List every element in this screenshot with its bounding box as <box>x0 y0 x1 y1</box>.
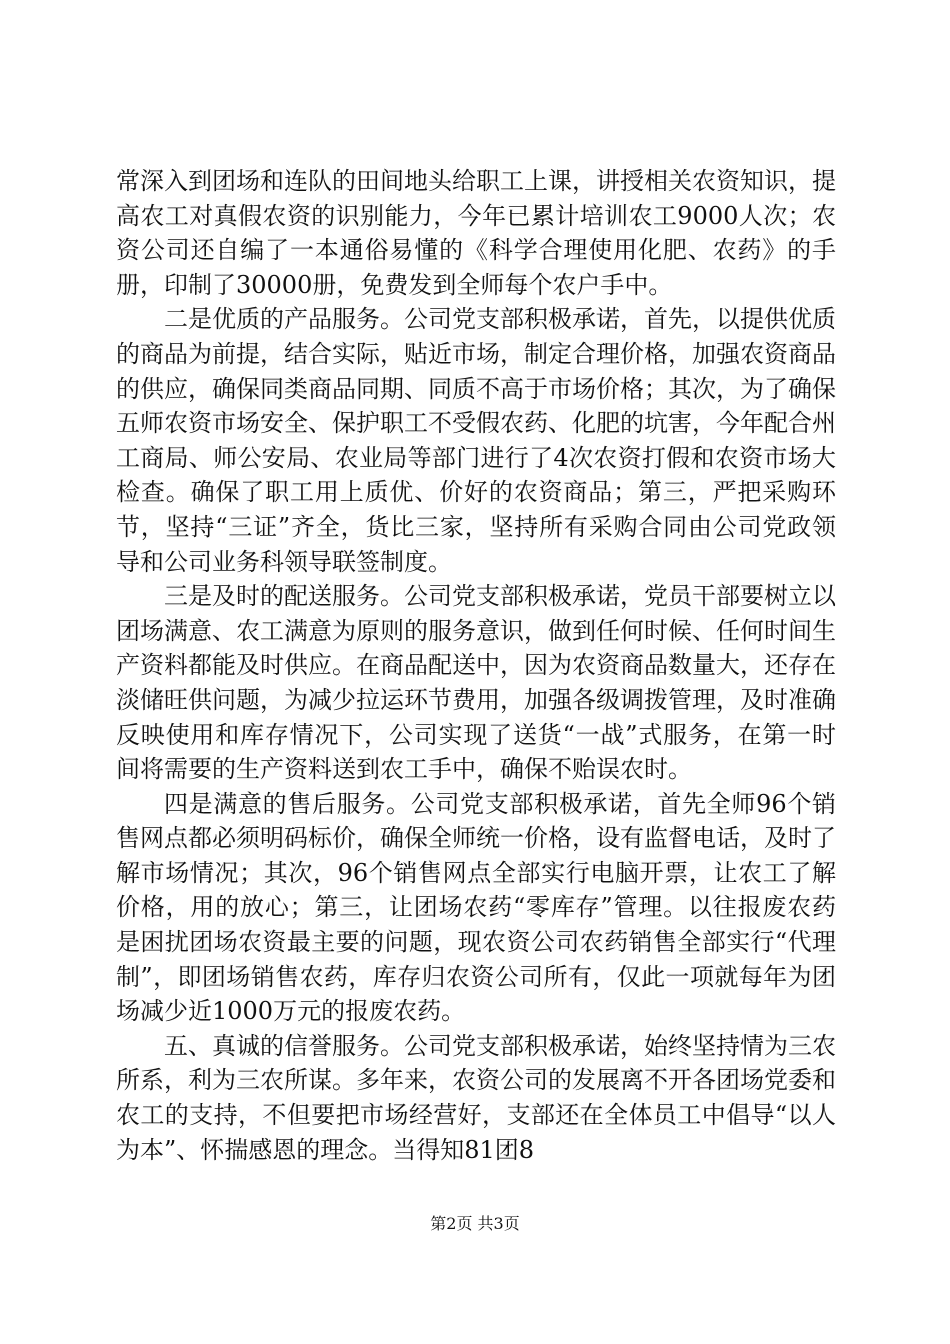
paragraph-delivery-service: 三是及时的配送服务。公司党支部积极承诺，党员干部要树立以团场满意、农工满意为原则的服务意识，做到任何时候、任何时间生产资料都能及时供应。在商品配送中，因为农资商品数量大，还存在淡储旺供问题，为减少拉运环节费用，加强各级调拨管理，及时准确反映使用和库存情况下，公司实现了送货“一战”式服务，在第一时间将需要的生产资料送到农工手中，确保不贻误农时。 <box>116 582 836 784</box>
page-footer: 第2页 共3页 <box>430 1214 520 1233</box>
paragraph-product-service: 二是优质的产品服务。公司党支部积极承诺，首先，以提供优质的商品为前提，结合实际，贴近市场，制定合理价格，加强农资商品的供应，确保同类商品同期、同质不高于市场价格；其次，为了确保五师农资市场安全、保护职工不受假农药、化肥的坑害，今年配合州工商局、师公安局、农业局等部门进行了4次农资打假和农资市场大检查。确保了职工用上质优、价好的农资商品；第三，严把采购环节，坚持“三证”齐全，货比三家，坚持所有采购合同由公司党政领导和公司业务科领导联签制度。 <box>116 305 836 576</box>
paragraph-after-sales-service: 四是满意的售后服务。公司党支部积极承诺，首先全师96个销售网点都必须明码标价，确保全师统一价格，设有监督电话，及时了解市场情况；其次，96个销售网点全部实行电脑开票，让农工了解价格，用的放心；第三，让团场农药“零库存”管理。以往报废农药是困扰团场农资最主要的问题，现农资公司农药销售全部实行“代理制”，即团场销售农药，库存归农资公司所有，仅此一项就每年为团场减少近1000万元的报废农药。 <box>116 789 836 1026</box>
paragraph-credit-service: 五、真诚的信誉服务。公司党支部积极承诺，始终坚持情为三农所系，利为三农所谋。多年来，农资公司的发展离不开各团场党委和农工的支持，不但要把市场经营好，支部还在全体员工中倡导“以人为本”、怀揣感恩的理念。当得知81团8 <box>116 1031 836 1164</box>
paragraph-continued: 常深入到团场和连队的田间地头给职工上课，讲授相关农资知识，提高农工对真假农资的识别能力，今年已累计培训农工9000人次；农资公司还自编了一本通俗易懂的《科学合理使用化肥、农药》的手册，印制了30000册，免费发到全师每个农户手中。 <box>116 167 836 299</box>
document-body <box>116 164 836 1167</box>
